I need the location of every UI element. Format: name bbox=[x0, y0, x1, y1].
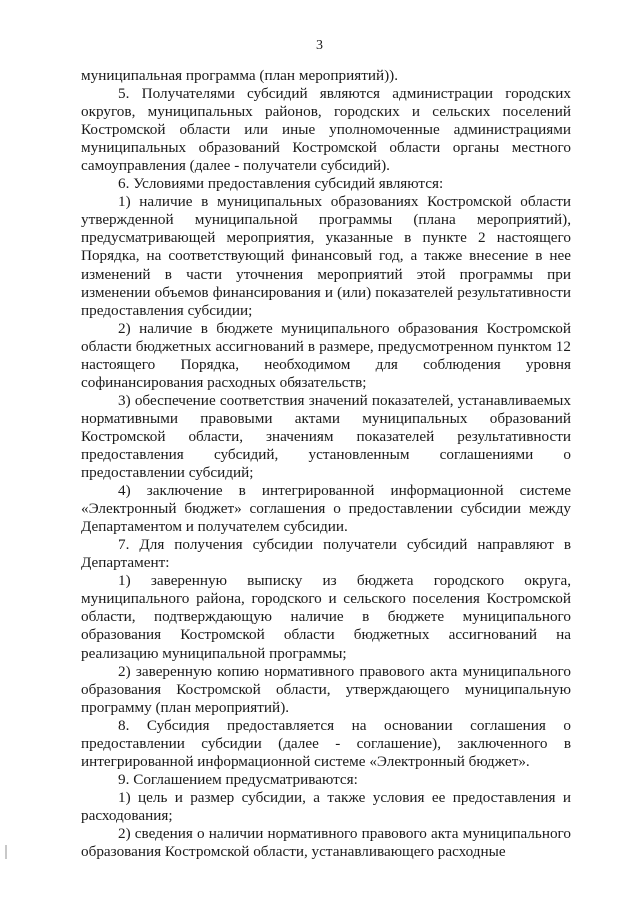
paragraph-6-item-2: 2) наличие в бюджете муниципального образования Костромской области бюджетных ассигнований в размере, предусмотренном пунктом 12 настоящего Порядка, необходимом для соблюдения уровня софинансирования расходных обязательств; bbox=[81, 319, 571, 391]
paragraph-6-item-3: 3) обеспечение соответствия значений показателей, устанавливаемых нормативными правовыми актами муниципальных образований Костромской области, значениям показателей результативности предоставления субсидий, установленным соглашениями о предоставлении субсидий; bbox=[81, 391, 571, 482]
paragraph-7-item-1: 1) заверенную выписку из бюджета городского округа, муниципального района, городского и сельского поселения Костромской области, подтверждающую наличие в бюджете муниципального образования Костромской области бюджетных ассигнований на реализацию муниципальной программы; bbox=[81, 572, 571, 662]
paragraph-6-item-1: 1) наличие в муниципальных образованиях Костромской области утвержденной муниципальной программы (плана мероприятий), предусматривающей мероприятия, указанные в пункте 2 настоящего Порядка, на соответствующий финансовый год, а также внесение в нее изменений в части уточнения мероприятий этой программы при изменении объемов финансирования и (или) показателей результативности предоставления субсидии; bbox=[81, 193, 571, 319]
page-number: 3 bbox=[316, 38, 323, 53]
paragraph-9-provisions: 9. Соглашением предусматриваются: bbox=[118, 770, 358, 788]
paragraph-7-item-2: 2) заверенную копию нормативного правового акта муниципального образования Костромской области, утверждающего муниципальную программу (план мероприятий). bbox=[81, 662, 571, 716]
paragraph-5-recipients: 5. Получателями субсидий являются администрации городских округов, муниципальных районов, городских и сельских поселений Костромской области или иные уполномоченные администрациями муниципальных образований Костромской области органы местного самоуправления (далее - получатели субсидий). bbox=[81, 85, 571, 175]
document-body bbox=[81, 67, 571, 861]
paragraph-6-item-4: 4) заключение в интегрированной информационной системе «Электронный бюджет» соглашения о предоставлении субсидии между Департаментом и получателем субсидии. bbox=[81, 482, 571, 536]
paragraph-7-documents: 7. Для получения субсидии получатели субсидий направляют в Департамент: bbox=[81, 536, 571, 572]
paragraph-9-item-2: 2) сведения о наличии нормативного правового акта муниципального образования Костромской области, устанавливающего расходные bbox=[81, 824, 571, 861]
paragraph-8-agreement: 8. Субсидия предоставляется на основании соглашения о предоставлении субсидии (далее - соглашение), заключенного в интегрированной информационной системе «Электронный бюджет». bbox=[81, 716, 571, 770]
scan-edge-mark bbox=[5, 845, 7, 859]
paragraph-9-item-1: 1) цель и размер субсидии, а также условия ее предоставления и расходования; bbox=[81, 788, 571, 824]
paragraph-program-end: муниципальная программа (план мероприятий)). bbox=[81, 67, 399, 84]
paragraph-6-conditions: 6. Условиями предоставления субсидий являются: bbox=[118, 175, 444, 193]
